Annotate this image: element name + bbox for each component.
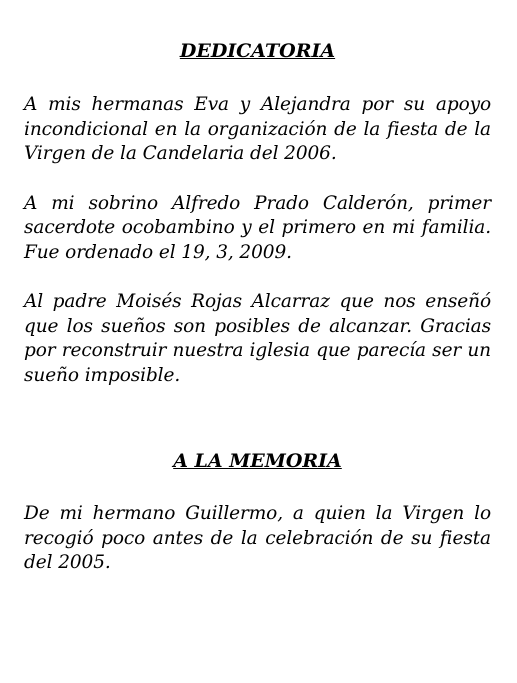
memory-paragraph-brother: De mi hermano Guillermo, a quien la Virgen lo recogió poco antes de la celebración de su fiesta del 2005. (24, 503, 491, 573)
dedication-paragraph-sisters: A mis hermanas Eva y Alejandra por su apoyo incondicional en la organización de la fiesta de la Virgen de la Candelaria del 2006. (24, 94, 491, 164)
document-body (24, 38, 491, 576)
dedication-title: DEDICATORIA (179, 40, 336, 62)
memory-title: A LA MEMORIA (173, 450, 342, 472)
dedication-paragraph-priest: Al padre Moisés Rojas Alcarraz que nos enseñó que los sueños son posibles de alcanzar. Gracias por reconstruir nuestra iglesia que parecía ser un sueño imposible. (24, 291, 491, 386)
dedication-paragraph-nephew: A mi sobrino Alfredo Prado Calderón, primer sacerdote ocobambino y el primero en mi familia. Fue ordenado el 19, 3, 2009. (24, 192, 491, 263)
